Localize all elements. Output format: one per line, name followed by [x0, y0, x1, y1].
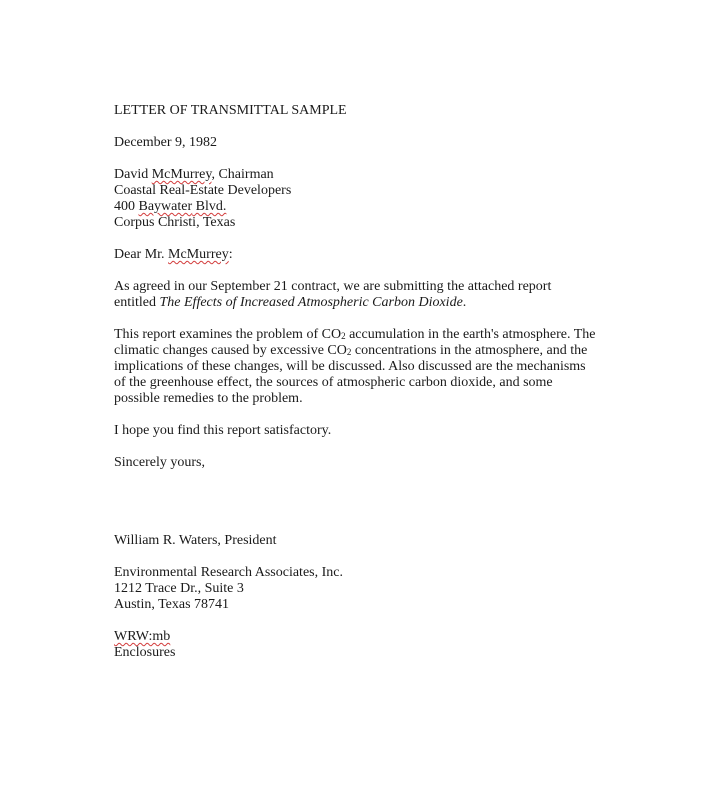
intro-line-2-suffix: .: [462, 295, 467, 310]
reference-initials: [114, 629, 614, 645]
summary-line-2-b: concentrations in the atmosphere, and the: [351, 343, 588, 358]
sender-address: [114, 565, 614, 613]
closing-text: Sincerely yours,: [114, 455, 205, 470]
sender-city: Austin, Texas 78741: [114, 597, 230, 612]
reference-block: [114, 629, 614, 661]
paragraph-intro: [114, 279, 614, 311]
hope-line: I hope you find this report satisfactory.: [114, 423, 332, 438]
summary-line-1-a: This report examines the problem of CO: [114, 327, 342, 342]
co2-subscript: 2: [346, 347, 352, 357]
street-number: 400: [114, 199, 139, 214]
intro-line-2: [114, 295, 614, 311]
report-title: The Effects of Increased Atmospheric Carbon Dioxide: [159, 295, 463, 310]
paragraph-summary: [114, 327, 614, 407]
summary-line-2: [114, 343, 614, 359]
salutation-surname: McMurrey: [168, 247, 229, 262]
recipient-surname: McMurrey: [151, 167, 212, 182]
signer-name: William R. Waters, President: [114, 533, 277, 548]
date-text: December 9, 1982: [114, 135, 218, 150]
summary-line-1-b: accumulation in the earth's atmosphere. The: [345, 327, 596, 342]
recipient-address: [114, 167, 614, 231]
initials-text: WRW:mb: [114, 629, 171, 644]
letter-heading: [114, 103, 614, 119]
salutation-line: [114, 247, 614, 263]
recipient-city: Corpus Christi, Texas: [114, 215, 236, 230]
recipient-street: [114, 199, 614, 215]
signer-block: [114, 533, 614, 549]
recipient-name: [114, 167, 614, 183]
heading-text: LETTER OF TRANSMITTAL SAMPLE: [114, 103, 347, 118]
co2-subscript: 2: [341, 331, 346, 341]
salutation-suffix: :: [228, 247, 233, 262]
intro-line-1: As agreed in our September 21 contract, we are submitting the attached report: [114, 279, 552, 294]
summary-line-2-a: climatic changes caused by excessive CO: [114, 343, 347, 358]
sender-company: Environmental Research Associates, Inc.: [114, 565, 343, 580]
summary-line-3: implications of these changes, will be discussed. Also discussed are the mechanisms: [114, 359, 586, 374]
salutation-prefix: Dear Mr.: [114, 247, 169, 262]
letter-date: [114, 135, 614, 151]
sender-street: 1212 Trace Dr., Suite 3: [114, 581, 244, 596]
enclosures-line: Enclosures: [114, 645, 176, 660]
recipient-name-prefix: David: [114, 167, 152, 182]
street-suffix: Blvd.: [192, 199, 227, 214]
summary-line-5: possible remedies to the problem.: [114, 391, 303, 406]
paragraph-hope: [114, 423, 614, 439]
recipient-name-suffix: , Chairman: [211, 167, 274, 182]
summary-line-4: of the greenhouse effect, the sources of atmospheric carbon dioxide, and some: [114, 375, 553, 390]
summary-line-1: [114, 327, 614, 343]
letter-body: [114, 103, 614, 661]
salutation: [114, 247, 614, 263]
intro-line-2-prefix: entitled: [114, 295, 160, 310]
complimentary-close: [114, 455, 614, 471]
recipient-company: Coastal Real-Estate Developers: [114, 183, 292, 198]
street-name: Baywater: [138, 199, 193, 214]
